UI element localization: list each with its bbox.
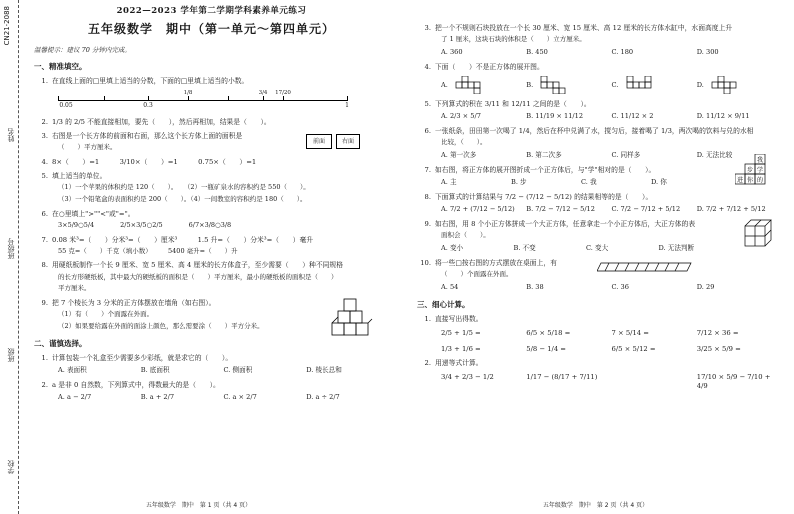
- question-6a: 3×5/9○5/4 2/5×3/5○2/5 6/7×3/8○3/8: [58, 220, 232, 229]
- question-9a: （1）有（ ）个面露在外面。: [58, 310, 154, 319]
- choice-6-options: [441, 152, 782, 160]
- choice-5-text: 下列算式的积在 3/11 和 12/11 之间的是（ ）。: [435, 100, 591, 109]
- choice-3: 3. 把一个不规则石块投放在一个长 30 厘米、宽 15 厘米、高 12 厘米的长方体水缸中，水面高度上升: [424, 24, 733, 32]
- option-c[interactable]: C. 7/2 − 7/12 + 5/12: [611, 205, 681, 214]
- option-a[interactable]: A. 变小: [441, 244, 464, 253]
- class-field[interactable]: [7, 348, 17, 362]
- tip-text: 温馨提示：建议 70 分钟内完成。: [34, 45, 131, 54]
- choice-9-cont: 面积会（ ）。: [441, 231, 490, 240]
- student-number-label: 班级号: [7, 238, 15, 259]
- question-2: 2. 1/3 的 2/5 不能直接相加，要先（ ），然后再相加，结果是（ ）。: [41, 117, 271, 126]
- choice-6: 6. 一张纸条，田田第一次喝了 1/4，然后在杯中兑满了水，搅匀后，接着喝了 1/3，两次喝的饮料与兑的水相: [424, 127, 754, 136]
- choice-6-text: 一张纸条，田田第一次喝了 1/4，然后在杯中兑满了水，搅匀后，接着喝了 1/3，两次喝的饮料与兑的水相: [435, 127, 754, 136]
- choice-9: 9. 如右图，用 8 个小正方体拼成一个大正方体，任意拿走一个小正方体后，大正方体的表: [424, 220, 696, 229]
- choice-4-options: [441, 76, 782, 94]
- option-d[interactable]: D. 无法判断: [658, 244, 695, 253]
- option-c[interactable]: C. a × 2/7: [223, 393, 257, 402]
- exam-header: 2022—2023 学年第二学期学科素养单元练习: [116, 6, 307, 16]
- choice-7: 7. 如右图，将正方体的展开图折成一个正方体后，与"学"相对的是（ ）。: [424, 165, 656, 174]
- option-d[interactable]: D. 11/12 × 9/11: [696, 112, 750, 121]
- choice-2: 2. a 是非 0 自然数，下列算式中，得数最大的是（ ）。: [41, 381, 220, 390]
- oral-calc-item[interactable]: 6/5 × 5/18 =: [526, 328, 571, 337]
- step-calc-item[interactable]: 17/10 × 5/9 − 7/10 + 4/9: [696, 373, 771, 390]
- option-b[interactable]: B. 38: [526, 282, 544, 291]
- choice-9-text: 如右图，用 8 个小正方体拼成一个大正方体，任意拿走一个小正方体后，大正方体的表: [435, 220, 696, 229]
- option-b[interactable]: B. 450: [526, 47, 548, 56]
- net-figure-d: [706, 76, 746, 94]
- choice-8-options: [441, 206, 782, 214]
- option-b[interactable]: [526, 76, 611, 94]
- question-4: 4. 8×（ ）=1 3/10×（ ）=1 0.75×（ ）=1: [41, 157, 257, 166]
- oral-calc-item[interactable]: 6/5 × 5/12 =: [611, 345, 656, 354]
- number-line: [58, 90, 348, 112]
- option-a[interactable]: A. 54: [441, 282, 459, 291]
- calc-1: 1. 直接写出得数。: [424, 314, 483, 323]
- question-5: 5. 填上适当的单位。: [41, 171, 107, 180]
- calc-2-text: 用递等式计算。: [435, 359, 483, 368]
- net-cell-text: 学: [756, 166, 764, 174]
- choice-3-text: 把一个不规则石块投放在一个长 30 厘米、宽 15 厘米、高 12 厘米的长方体水缸中，水面高度上升: [435, 24, 733, 32]
- option-d[interactable]: D. 7/2 + 7/12 + 5/12: [696, 205, 766, 214]
- fraction-label: 3/4: [258, 89, 268, 96]
- option-b[interactable]: B. 7/2 − 7/12 − 5/12: [526, 205, 595, 214]
- question-4-text: 8×（ ）=1 3/10×（ ）=1 0.75×（ ）=1: [52, 157, 257, 166]
- number-line-axis: [58, 100, 348, 101]
- oral-calc-item[interactable]: 1/3 + 1/6 =: [441, 345, 481, 354]
- option-d[interactable]: D. a ÷ 2/7: [306, 393, 340, 402]
- choice-3-options: [441, 49, 782, 57]
- choice-9-options: [441, 245, 731, 253]
- right-page: [397, 0, 794, 514]
- exam-title: 五年级数学 期中（第一单元～第四单元）: [87, 22, 335, 37]
- choice-2-text: a 是非 0 自然数，下列算式中，得数最大的是（ ）。: [52, 381, 220, 390]
- choice-8: 8. 下面算式的计算结果与 7/2 − (7/12 − 5/12) 的结果相等的是（ ）。: [424, 193, 653, 201]
- question-2-text: 1/3 的 2/5 不能直接相加，要先（ ），然后再相加，结果是（ ）。: [52, 117, 271, 126]
- left-content: [34, 6, 389, 402]
- option-d[interactable]: D. 棱长总和: [306, 366, 342, 375]
- step-calc-item[interactable]: 1/17 − (8/17 + 7/11): [526, 373, 598, 382]
- option-a[interactable]: A. a − 2/7: [58, 393, 92, 402]
- choice-5-options: [441, 113, 782, 121]
- question-9: 9. 把 7 个棱长为 3 分米的正方体摆放在墙角（如右图）。: [41, 299, 216, 308]
- choice-4: 4. 下面（ ）不是正方体的展开图。: [424, 62, 544, 71]
- calc-1-text: 直接写出得数。: [435, 314, 483, 323]
- binding-gutter: [0, 0, 26, 514]
- net-cell-text: 进: [736, 176, 744, 184]
- option-c[interactable]: C. 我: [581, 178, 597, 187]
- question-5a: （1）一个苹果的体积约是 120（ ）。 （2）一瓶矿泉水的容积约是 550（ ）。: [58, 182, 310, 191]
- net-cell-text: 步: [746, 166, 754, 174]
- oral-calc-item[interactable]: 3/25 × 5/9 =: [696, 345, 741, 354]
- right-content: [417, 6, 782, 390]
- oral-calc-item[interactable]: 2/5 + 1/5 =: [441, 328, 481, 337]
- choice-10-cont: （ ）个面露在外面。: [441, 270, 513, 279]
- net-figure-a: [450, 76, 490, 94]
- choice-6-cont: 比较，（ ）。: [441, 138, 487, 147]
- net-figure-c: [621, 76, 661, 94]
- fraction-label: 1/8: [183, 89, 193, 96]
- question-3: 3. 右图是一个长方体的前面和右面，那么这个长方体上面的面积是: [41, 131, 243, 140]
- oral-calc-item[interactable]: 7/12 × 36 =: [696, 328, 739, 337]
- oral-calc-grid: [441, 329, 782, 353]
- choice-3-cont: 了 1 厘米，这块石块的体积是（ ）立方厘米。: [441, 35, 586, 44]
- question-7-text: 0.08 米³=（ ）分米³=（ ）厘米³ 1.5 升=（ ）分米³=（ ）毫升: [52, 235, 314, 244]
- net-cell-text: 我: [756, 156, 764, 164]
- choice-1-text: 计算包装一个礼盒至少需要多少彩纸，就是求它的（ ）。: [52, 353, 233, 362]
- school-field[interactable]: [7, 460, 17, 474]
- option-a[interactable]: A. 表面积: [58, 366, 87, 375]
- option-d-label: D.: [696, 81, 704, 90]
- question-8: 8. 用硬纸板制作一个长 9 厘米、宽 5 厘米、高 4 厘米的长方体盒子，至少需要（ ）种不同规格: [41, 261, 344, 270]
- option-d[interactable]: D. 300: [696, 47, 719, 56]
- page-1-footer: 五年级数学 期中 第 1 页（共 4 页）: [145, 501, 252, 509]
- choice-10: 10. 将一些□按右图的方式摆放在桌面上，有: [420, 258, 557, 267]
- oral-calc-item[interactable]: 7 × 5/14 =: [611, 328, 649, 337]
- choice-10-options: [441, 284, 782, 292]
- question-6-text: 在○里填上">""<"或"="。: [52, 209, 135, 218]
- option-b[interactable]: B. 步: [511, 178, 527, 187]
- option-a[interactable]: A. 7/2 + (7/12 − 5/12): [441, 205, 515, 214]
- choice-2-options: [58, 394, 389, 402]
- question-5b: （3）一个铅笔盒的表面积约是 200（ ）。（4）一间教室的容积约是 180（ ）。: [58, 194, 307, 203]
- calc-2: 2. 用递等式计算。: [424, 359, 483, 368]
- section-1-heading: 一、精准填空。: [34, 62, 87, 72]
- option-b[interactable]: B. 不变: [513, 244, 536, 253]
- net-figure-b: [535, 76, 575, 94]
- cut-line: [18, 0, 19, 514]
- student-number-field[interactable]: [7, 238, 17, 259]
- option-c-label: C.: [611, 81, 619, 90]
- paper-code: CN21-2088: [3, 6, 11, 46]
- option-b-label: B.: [526, 81, 534, 90]
- tick: [347, 96, 348, 101]
- big-cube-figure: [743, 218, 773, 248]
- fraction-label: 17/20: [275, 89, 291, 96]
- decimal-label: 1: [345, 101, 349, 109]
- front-face: 前面: [306, 134, 332, 149]
- question-1-text: 在直线上面的□里填上适当的分数，下面的□里填上适当的小数。: [52, 77, 249, 86]
- name-field[interactable]: [7, 128, 17, 142]
- choice-1: 1. 计算包装一个礼盒至少需要多少彩纸，就是求它的（ ）。: [41, 353, 233, 362]
- option-a[interactable]: A. 360: [441, 47, 463, 56]
- tick: [283, 96, 284, 101]
- question-3-text: 右图是一个长方体的前面和右面，那么这个长方体上面的面积是: [52, 131, 243, 140]
- step-calc-item[interactable]: [612, 373, 697, 389]
- cube-row-figure: [597, 259, 697, 273]
- stepwise-calc-grid: [441, 373, 782, 389]
- option-d[interactable]: D. 29: [696, 282, 715, 291]
- option-d[interactable]: [697, 76, 782, 94]
- option-d[interactable]: D. 无法比较: [696, 151, 733, 160]
- choice-7-text: 如右图，将正方体的展开图折成一个正方体后，与"学"相对的是（ ）。: [435, 165, 656, 174]
- page-2-footer: 五年级数学 期中 第 2 页（共 4 页）: [542, 501, 649, 509]
- school-label: 学校: [7, 460, 15, 474]
- option-c[interactable]: C. 180: [611, 47, 634, 56]
- tick: [188, 96, 189, 101]
- question-1: 1. 在直线上面的□里填上适当的分数，下面的□里填上适当的小数。: [41, 77, 249, 86]
- option-a-label: A.: [441, 81, 448, 90]
- tick: [58, 96, 59, 101]
- option-c[interactable]: C. 36: [611, 282, 629, 291]
- option-b[interactable]: B. 第二次多: [526, 151, 562, 160]
- right-face: 右面: [336, 134, 360, 149]
- option-c[interactable]: C. 变大: [586, 244, 609, 253]
- choice-8-text: 下面算式的计算结果与 7/2 − (7/12 − 5/12) 的结果相等的是（ ）。: [435, 193, 653, 201]
- decimal-label: 0.3: [143, 101, 153, 109]
- option-b[interactable]: B. a + 2/7: [140, 393, 175, 402]
- choice-5: 5. 下列算式的积在 3/11 和 12/11 之间的是（ ）。: [424, 100, 591, 109]
- option-d[interactable]: D. 你: [651, 178, 667, 187]
- name-label: 姓名: [7, 128, 15, 142]
- question-9b: （2）如果要给露在外面的面涂上颜色，那么需要涂（ ）平方分米。: [58, 322, 264, 331]
- option-b[interactable]: B. 底面积: [140, 366, 170, 375]
- question-6: 6. 在○里填上">""<"或"="。: [41, 209, 135, 218]
- option-a[interactable]: A. 2/3 × 5/7: [441, 112, 481, 121]
- option-c[interactable]: C. 同样多: [611, 151, 641, 160]
- decimal-label: 0.05: [59, 101, 73, 109]
- option-a[interactable]: A. 主: [441, 178, 457, 187]
- oral-calc-item[interactable]: 5/8 − 1/4 =: [526, 345, 566, 354]
- option-c[interactable]: C. 侧面积: [223, 366, 253, 375]
- cube-net-figure: [735, 154, 775, 188]
- question-9-text: 把 7 个棱长为 3 分米的正方体摆放在墙角（如右图）。: [52, 299, 216, 308]
- net-cell-text: 的: [756, 176, 764, 184]
- option-a[interactable]: [441, 76, 526, 94]
- tick: [263, 96, 264, 101]
- section-2-heading: 二、谨慎选择。: [34, 338, 87, 348]
- choice-10-text: 将一些□按右图的方式摆放在桌面上，有: [435, 258, 557, 267]
- question-7b: 55 克=（ ）千克（填小数） 5400 毫升=（ ）升: [58, 246, 238, 255]
- choice-7-options: [441, 179, 721, 187]
- question-8c: 平方厘米。: [58, 284, 91, 293]
- question-3-cont: （ ）平方厘米。: [58, 142, 117, 151]
- question-7: 7. 0.08 米³=（ ）分米³=（ ）厘米³ 1.5 升=（ ）分米³=（ ）毫升: [41, 235, 314, 244]
- net-cell-text: 你: [746, 176, 754, 184]
- question-5-text: 填上适当的单位。: [52, 171, 107, 180]
- choice-4-text: 下面（ ）不是正方体的展开图。: [435, 62, 544, 71]
- option-c[interactable]: C. 11/12 × 2: [611, 112, 654, 121]
- tick: [228, 96, 229, 101]
- option-c[interactable]: [612, 76, 697, 94]
- box-faces: [306, 134, 360, 149]
- option-a[interactable]: A. 第一次多: [441, 151, 477, 160]
- question-8b: 的长方形硬纸板，其中最大的硬纸板的面积是（ ）平方厘米，最小的硬纸板的面积是（ ）: [58, 272, 338, 281]
- cube-stack-figure: [324, 295, 374, 343]
- tick: [148, 96, 149, 101]
- choice-1-options: [58, 367, 389, 375]
- option-b[interactable]: B. 11/19 × 11/12: [526, 112, 584, 121]
- class-label: 班级: [7, 348, 15, 362]
- tick: [104, 96, 105, 101]
- step-calc-item[interactable]: 3/4 + 2/3 − 1/2: [441, 373, 494, 382]
- question-8-text: 用硬纸板制作一个长 9 厘米、宽 5 厘米、高 4 厘米的长方体盒子，至少需要（ ）种不同规格: [52, 261, 344, 270]
- section-3-heading: 三、细心计算。: [417, 299, 470, 309]
